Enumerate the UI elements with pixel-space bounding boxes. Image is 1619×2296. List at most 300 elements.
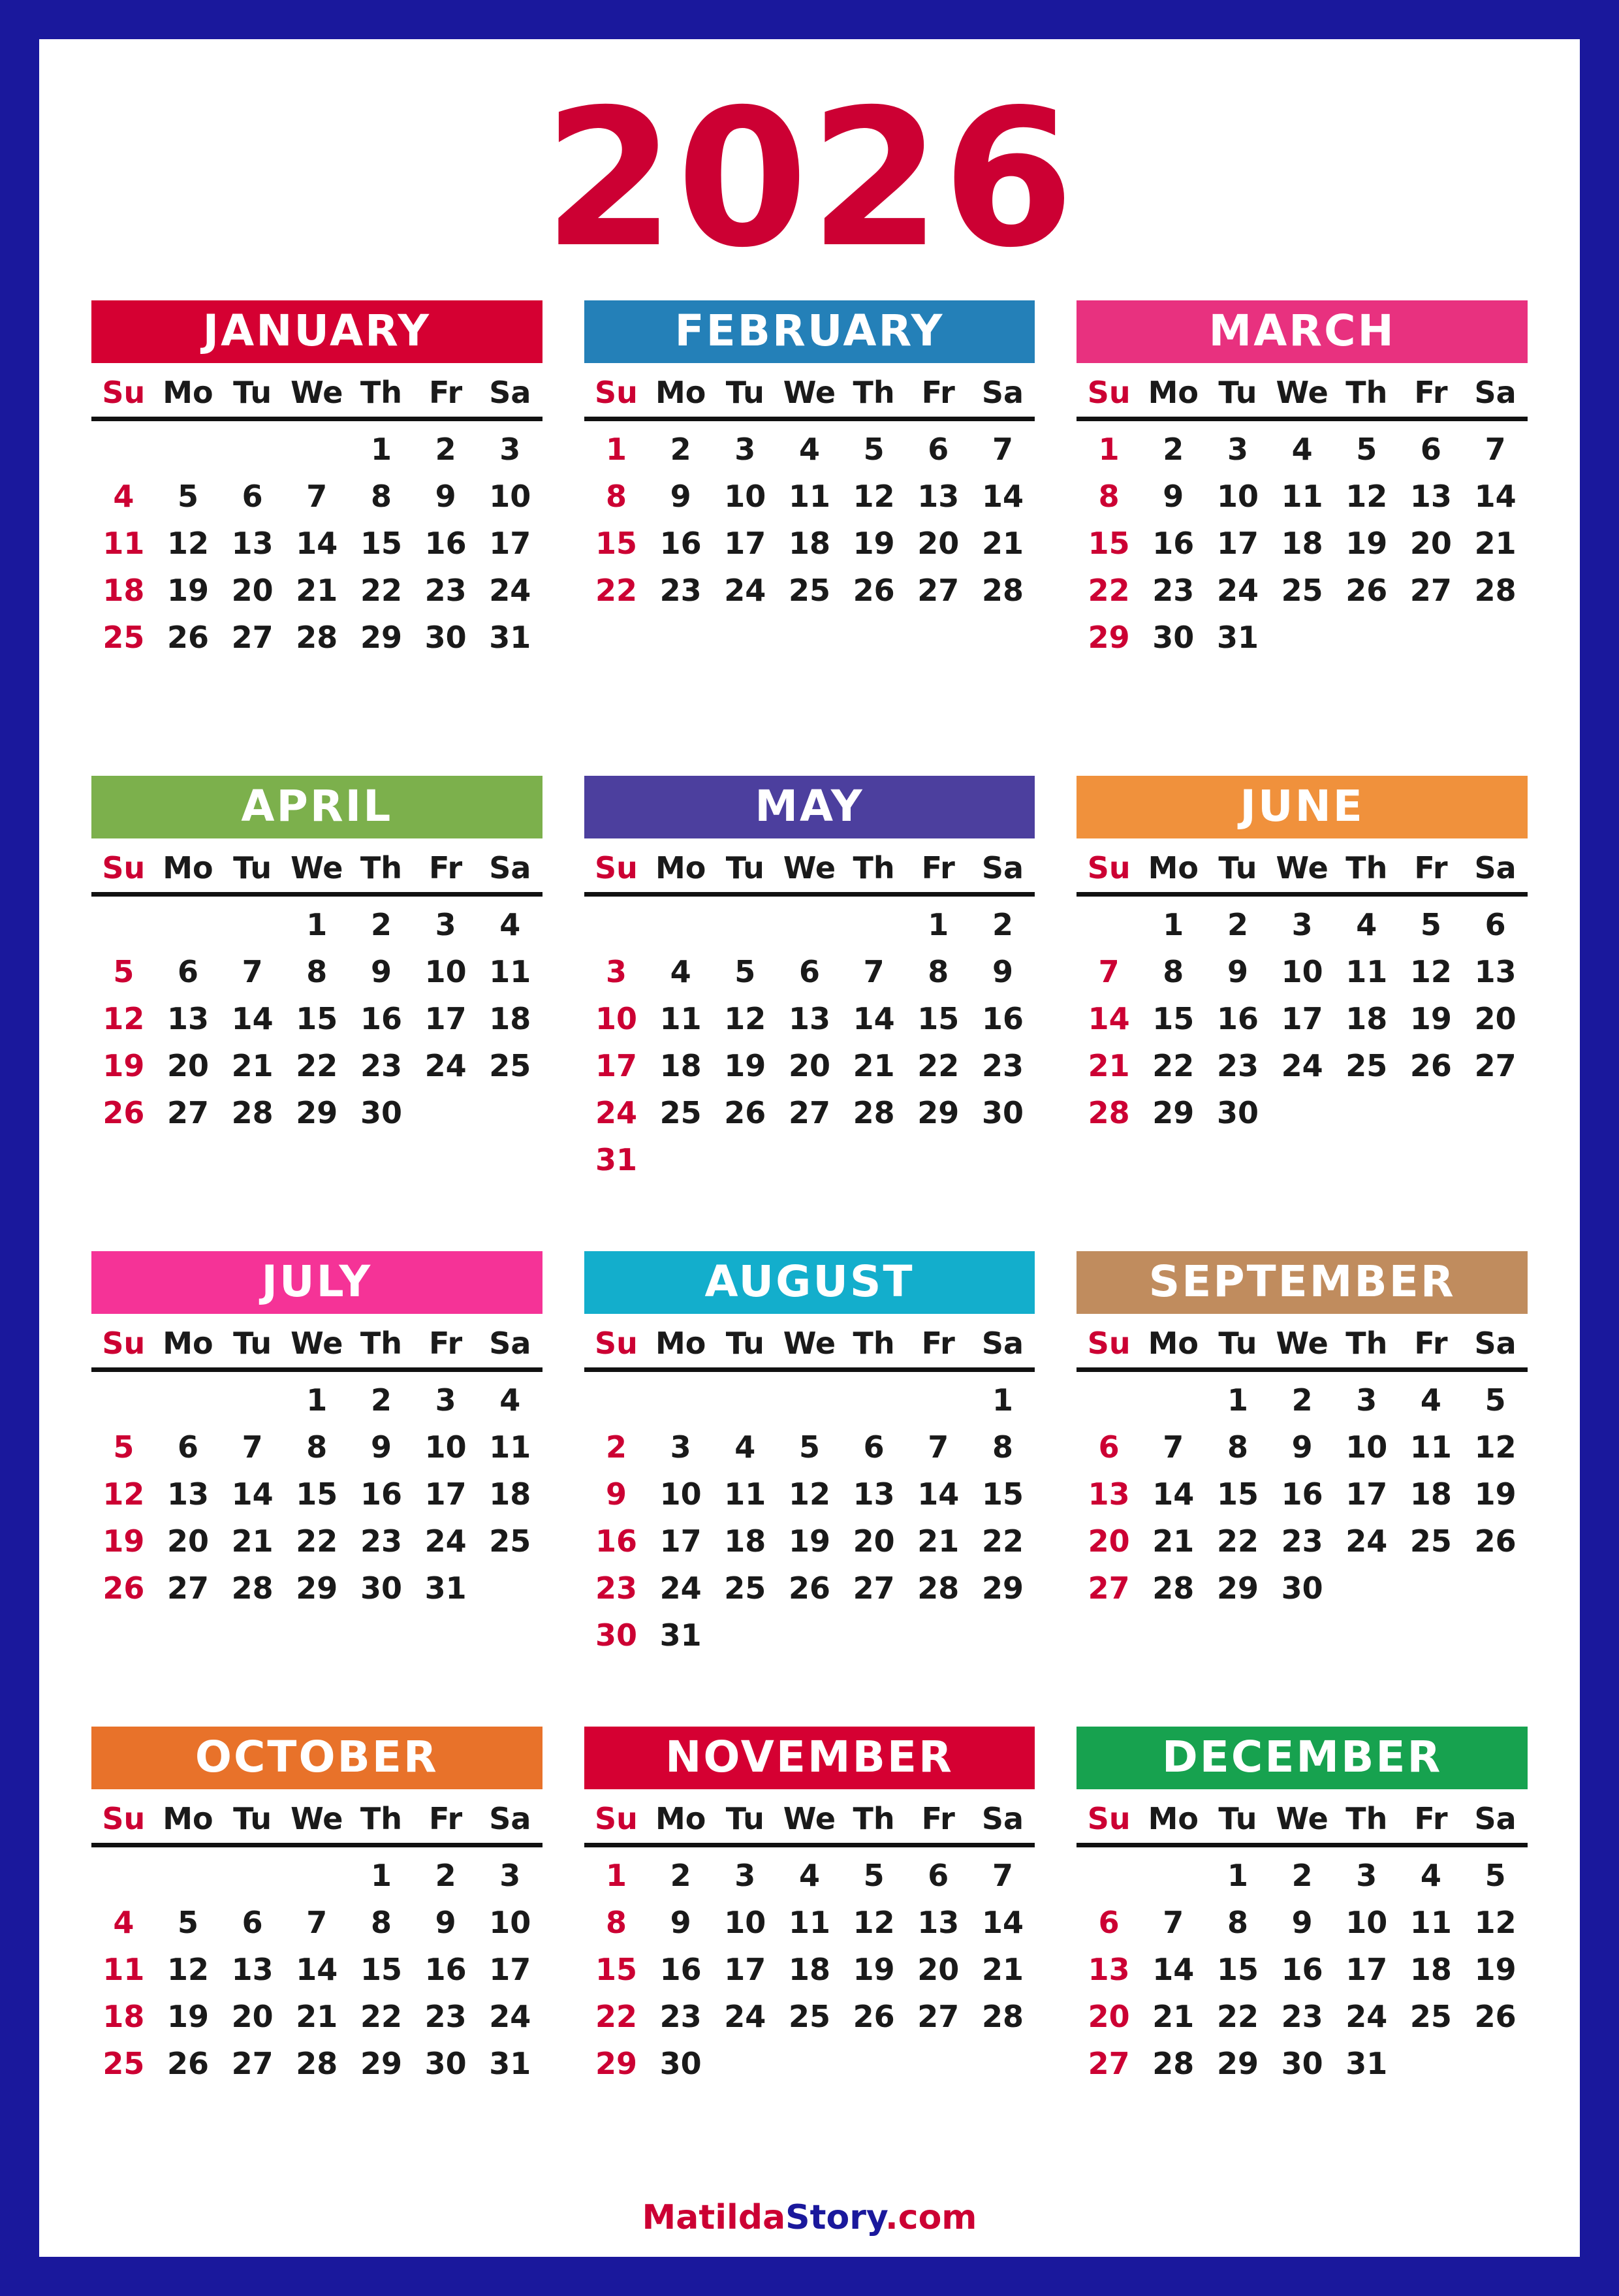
day-cell: 30	[424, 620, 467, 655]
day-cell: 14	[231, 1001, 274, 1036]
week-row	[91, 1089, 542, 1136]
week-row	[584, 1565, 1035, 1612]
day-cell: 25	[102, 2046, 145, 2081]
month-block	[91, 1251, 542, 1706]
weekday-header: Sa	[478, 1798, 542, 1845]
day-cell: 4	[1420, 1858, 1441, 1893]
day-cell: 25	[659, 1095, 702, 1130]
day-cell: 22	[296, 1048, 338, 1083]
weekday-header: Tu	[713, 1323, 778, 1370]
day-cell-empty	[648, 614, 713, 661]
day-cell-empty	[906, 1370, 971, 1424]
month-title: MARCH	[1077, 300, 1528, 363]
day-cell-empty	[713, 1370, 778, 1424]
month-table	[91, 1798, 542, 2087]
day-cell: 17	[424, 1001, 467, 1036]
day-cell: 8	[1163, 954, 1184, 989]
day-cell: 30	[659, 2046, 702, 2081]
week-row	[584, 1518, 1035, 1565]
day-cell: 24	[489, 573, 531, 608]
day-cell-empty	[1270, 1089, 1334, 1136]
day-cell: 21	[1088, 1048, 1130, 1083]
day-cell: 17	[595, 1048, 637, 1083]
weekday-header-row	[584, 1323, 1035, 1370]
weekday-header: Sa	[478, 372, 542, 419]
month-table	[1077, 1798, 1528, 2087]
day-cell: 27	[166, 1571, 209, 1606]
weekday-header: Su	[1077, 372, 1141, 419]
day-cell: 1	[306, 907, 328, 942]
day-cell: 27	[1088, 2046, 1130, 2081]
day-cell: 24	[1281, 1048, 1323, 1083]
day-cell: 10	[424, 954, 467, 989]
weekday-header: We	[1270, 848, 1334, 895]
day-cell: 20	[166, 1048, 209, 1083]
day-cell-empty	[156, 1370, 221, 1424]
day-cell-empty	[220, 895, 285, 949]
day-cell: 5	[1485, 1858, 1506, 1893]
day-cell: 17	[489, 1952, 531, 1987]
month-title: JULY	[91, 1251, 542, 1314]
month-block	[1077, 1727, 1528, 2181]
day-cell: 25	[1409, 1523, 1452, 1559]
day-cell: 22	[595, 1999, 637, 2034]
weekday-header: Fr	[1399, 1323, 1464, 1370]
weekday-header: Fr	[1399, 848, 1464, 895]
day-cell: 25	[1345, 1048, 1388, 1083]
day-cell: 3	[499, 1858, 521, 1893]
day-cell-empty	[778, 895, 842, 949]
day-cell: 25	[489, 1523, 531, 1559]
week-row	[1077, 1845, 1528, 1900]
day-cell: 19	[166, 573, 209, 608]
day-cell: 1	[1227, 1382, 1248, 1418]
week-row	[91, 1845, 542, 1900]
day-cell: 13	[917, 479, 960, 514]
weekday-header: Tu	[220, 848, 285, 895]
day-cell: 6	[177, 954, 198, 989]
site-credit-part2: Story	[785, 2198, 885, 2237]
day-cell: 28	[981, 573, 1024, 608]
day-cell: 19	[1345, 526, 1388, 561]
day-cell-empty	[1399, 1565, 1464, 1612]
week-row	[584, 895, 1035, 949]
weekday-header: We	[285, 1798, 349, 1845]
day-cell: 20	[917, 1952, 960, 1987]
day-cell: 7	[242, 1429, 263, 1465]
day-cell: 27	[1409, 573, 1452, 608]
day-cell: 18	[102, 1999, 145, 2034]
day-cell-empty	[648, 1370, 713, 1424]
day-cell: 15	[1216, 1952, 1259, 1987]
weekday-header: Mo	[156, 1798, 221, 1845]
day-cell-empty	[778, 1370, 842, 1424]
day-cell-empty	[91, 1370, 156, 1424]
day-cell: 1	[1098, 432, 1120, 467]
day-cell: 22	[1088, 573, 1130, 608]
week-row	[584, 1424, 1035, 1471]
day-cell: 7	[306, 479, 328, 514]
day-cell-empty	[285, 419, 349, 473]
week-row	[584, 1612, 1035, 1659]
day-cell: 21	[917, 1523, 960, 1559]
day-cell: 28	[981, 1999, 1024, 2034]
weekday-header-row	[91, 1798, 542, 1845]
day-cell: 28	[231, 1095, 274, 1130]
week-row	[584, 1471, 1035, 1518]
day-cell: 6	[798, 954, 820, 989]
day-cell: 11	[489, 1429, 531, 1465]
day-cell: 30	[1281, 1571, 1323, 1606]
day-cell: 8	[1227, 1905, 1248, 1940]
month-title: JUNE	[1077, 776, 1528, 838]
day-cell-empty	[906, 1136, 971, 1183]
day-cell: 29	[360, 620, 402, 655]
day-cell: 19	[102, 1523, 145, 1559]
day-cell: 8	[992, 1429, 1013, 1465]
day-cell: 4	[798, 432, 820, 467]
day-cell: 10	[659, 1476, 702, 1512]
day-cell-empty	[220, 1370, 285, 1424]
day-cell: 18	[788, 1952, 830, 1987]
day-cell: 27	[231, 620, 274, 655]
weekday-header: Fr	[906, 1323, 971, 1370]
week-row	[584, 948, 1035, 995]
month-title: JANUARY	[91, 300, 542, 363]
weekday-header-row	[91, 372, 542, 419]
day-cell: 7	[992, 1858, 1013, 1893]
day-cell: 26	[853, 573, 895, 608]
weekday-header: Fr	[1399, 1798, 1464, 1845]
day-cell: 19	[853, 1952, 895, 1987]
month-table	[584, 1323, 1035, 1659]
day-cell: 17	[1281, 1001, 1323, 1036]
day-cell: 1	[370, 432, 392, 467]
day-cell-empty	[713, 614, 778, 661]
day-cell: 22	[1216, 1999, 1259, 2034]
day-cell: 2	[670, 1858, 691, 1893]
day-cell: 21	[1152, 1523, 1195, 1559]
weekday-header: Su	[91, 372, 156, 419]
week-row	[1077, 520, 1528, 567]
week-row	[584, 1136, 1035, 1183]
day-cell: 26	[166, 620, 209, 655]
day-cell: 13	[1409, 479, 1452, 514]
day-cell: 17	[1345, 1476, 1388, 1512]
day-cell: 10	[489, 479, 531, 514]
weekday-header: Th	[841, 1323, 906, 1370]
day-cell: 10	[1345, 1429, 1388, 1465]
weekday-header: Su	[1077, 1798, 1141, 1845]
day-cell: 28	[917, 1571, 960, 1606]
day-cell: 9	[370, 954, 392, 989]
day-cell: 2	[1291, 1382, 1313, 1418]
day-cell: 14	[296, 1952, 338, 1987]
weekday-header: Sa	[478, 848, 542, 895]
day-cell-empty	[713, 2040, 778, 2087]
day-cell: 3	[734, 432, 756, 467]
day-cell: 20	[1409, 526, 1452, 561]
day-cell: 17	[1216, 526, 1259, 561]
site-credit-part3: .com	[885, 2198, 977, 2237]
day-cell: 23	[424, 1999, 467, 2034]
day-cell: 21	[853, 1048, 895, 1083]
day-cell-empty	[841, 1612, 906, 1659]
weekday-header-row	[584, 1798, 1035, 1845]
day-cell: 12	[853, 479, 895, 514]
day-cell: 14	[1474, 479, 1517, 514]
day-cell: 27	[788, 1095, 830, 1130]
day-cell: 3	[605, 954, 627, 989]
day-cell: 18	[489, 1001, 531, 1036]
month-title: DECEMBER	[1077, 1727, 1528, 1789]
weekday-header: Fr	[906, 848, 971, 895]
day-cell: 24	[424, 1048, 467, 1083]
month-table	[91, 1323, 542, 1612]
day-cell: 13	[1474, 954, 1517, 989]
day-cell: 11	[1345, 954, 1388, 989]
day-cell: 29	[917, 1095, 960, 1130]
month-table	[1077, 848, 1528, 1136]
day-cell-empty	[648, 895, 713, 949]
day-cell-empty	[971, 1612, 1035, 1659]
week-row	[1077, 1424, 1528, 1471]
day-cell: 25	[489, 1048, 531, 1083]
week-row	[91, 1518, 542, 1565]
day-cell: 6	[242, 1905, 263, 1940]
day-cell: 14	[853, 1001, 895, 1036]
day-cell: 15	[595, 1952, 637, 1987]
day-cell: 20	[1088, 1523, 1130, 1559]
day-cell-empty	[1399, 614, 1464, 661]
week-row	[91, 995, 542, 1042]
day-cell: 7	[242, 954, 263, 989]
weekday-header: Su	[1077, 848, 1141, 895]
day-cell: 30	[981, 1095, 1024, 1130]
weekday-header: Sa	[1463, 1323, 1528, 1370]
day-cell: 31	[424, 1571, 467, 1606]
day-cell: 14	[231, 1476, 274, 1512]
weekday-header-row	[1077, 1798, 1528, 1845]
week-row	[91, 895, 542, 949]
day-cell: 9	[435, 1905, 456, 1940]
day-cell: 4	[670, 954, 691, 989]
day-cell: 11	[1281, 479, 1323, 514]
week-row	[91, 614, 542, 661]
day-cell: 7	[1163, 1905, 1184, 1940]
day-cell: 31	[489, 620, 531, 655]
day-cell: 4	[113, 479, 134, 514]
day-cell: 5	[177, 1905, 198, 1940]
day-cell: 17	[724, 526, 766, 561]
day-cell: 11	[788, 479, 830, 514]
day-cell: 19	[166, 1999, 209, 2034]
weekday-header: We	[778, 1798, 842, 1845]
day-cell: 24	[424, 1523, 467, 1559]
weekday-header: Mo	[156, 848, 221, 895]
day-cell: 22	[1216, 1523, 1259, 1559]
weekday-header: Th	[841, 372, 906, 419]
day-cell-empty	[1077, 1370, 1141, 1424]
day-cell: 22	[595, 573, 637, 608]
day-cell: 20	[853, 1523, 895, 1559]
day-cell-empty	[1463, 614, 1528, 661]
day-cell: 18	[724, 1523, 766, 1559]
day-cell: 7	[928, 1429, 949, 1465]
weekday-header: Tu	[1206, 848, 1270, 895]
day-cell: 29	[595, 2046, 637, 2081]
day-cell: 20	[1474, 1001, 1517, 1036]
weekday-header: Fr	[1399, 372, 1464, 419]
day-cell: 2	[370, 907, 392, 942]
day-cell: 21	[981, 526, 1024, 561]
day-cell: 23	[1281, 1523, 1323, 1559]
day-cell: 23	[659, 1999, 702, 2034]
day-cell: 18	[1345, 1001, 1388, 1036]
day-cell: 16	[360, 1001, 402, 1036]
day-cell: 15	[296, 1001, 338, 1036]
month-table	[1077, 1323, 1528, 1612]
day-cell: 17	[1345, 1952, 1388, 1987]
weekday-header: Sa	[1463, 372, 1528, 419]
weekday-header: Th	[349, 1798, 414, 1845]
weekday-header: Mo	[156, 372, 221, 419]
month-block	[91, 776, 542, 1230]
day-cell-empty	[584, 1370, 649, 1424]
day-cell: 19	[788, 1523, 830, 1559]
day-cell: 11	[659, 1001, 702, 1036]
day-cell: 7	[992, 432, 1013, 467]
day-cell: 26	[102, 1571, 145, 1606]
month-block	[584, 1727, 1035, 2181]
day-cell: 4	[1291, 432, 1313, 467]
day-cell: 28	[1152, 1571, 1195, 1606]
day-cell-empty	[156, 419, 221, 473]
day-cell: 29	[360, 2046, 402, 2081]
month-title: AUGUST	[584, 1251, 1035, 1314]
day-cell: 3	[435, 907, 456, 942]
weekday-header: Sa	[971, 1798, 1035, 1845]
day-cell: 30	[595, 1618, 637, 1653]
week-row	[91, 567, 542, 614]
day-cell: 22	[360, 573, 402, 608]
day-cell: 19	[1474, 1952, 1517, 1987]
day-cell: 7	[1485, 432, 1506, 467]
day-cell-empty	[1077, 1845, 1141, 1900]
day-cell: 9	[370, 1429, 392, 1465]
weekday-header: We	[1270, 372, 1334, 419]
month-table	[584, 372, 1035, 661]
day-cell: 21	[1474, 526, 1517, 561]
day-cell: 25	[724, 1571, 766, 1606]
day-cell: 11	[724, 1476, 766, 1512]
day-cell: 23	[659, 573, 702, 608]
day-cell: 11	[102, 1952, 145, 1987]
weekday-header: Sa	[971, 848, 1035, 895]
weekday-header: Su	[584, 1798, 649, 1845]
day-cell: 15	[360, 1952, 402, 1987]
day-cell: 10	[424, 1429, 467, 1465]
weekday-header: We	[1270, 1323, 1334, 1370]
month-title: APRIL	[91, 776, 542, 838]
weekday-header: Sa	[478, 1323, 542, 1370]
week-row	[584, 995, 1035, 1042]
site-credit	[91, 2198, 1528, 2237]
day-cell-empty	[841, 1136, 906, 1183]
day-cell: 26	[102, 1095, 145, 1130]
day-cell: 28	[1152, 2046, 1195, 2081]
weekday-header: We	[285, 372, 349, 419]
day-cell: 12	[1474, 1429, 1517, 1465]
day-cell: 12	[1474, 1905, 1517, 1940]
weekday-header: Mo	[1141, 1323, 1206, 1370]
week-row	[91, 1471, 542, 1518]
day-cell: 13	[917, 1905, 960, 1940]
weekday-header: Mo	[648, 1323, 713, 1370]
day-cell: 1	[992, 1382, 1013, 1418]
week-row	[91, 520, 542, 567]
weekday-header: Sa	[971, 372, 1035, 419]
weekday-header: Su	[584, 372, 649, 419]
day-cell: 23	[1216, 1048, 1259, 1083]
week-row	[584, 567, 1035, 614]
day-cell: 6	[928, 432, 949, 467]
month-block	[1077, 1251, 1528, 1706]
day-cell: 14	[1088, 1001, 1130, 1036]
day-cell: 5	[113, 954, 134, 989]
day-cell: 30	[1152, 620, 1195, 655]
day-cell: 1	[928, 907, 949, 942]
day-cell-empty	[648, 1136, 713, 1183]
day-cell: 22	[296, 1523, 338, 1559]
day-cell: 23	[595, 1571, 637, 1606]
month-block	[584, 300, 1035, 755]
day-cell: 19	[724, 1048, 766, 1083]
day-cell-empty	[156, 1845, 221, 1900]
day-cell-empty	[413, 1089, 478, 1136]
day-cell: 3	[1291, 907, 1313, 942]
site-credit-part1: Matilda	[642, 2198, 786, 2237]
day-cell-empty	[285, 1845, 349, 1900]
day-cell: 11	[788, 1905, 830, 1940]
day-cell: 27	[1088, 1571, 1130, 1606]
day-cell: 1	[306, 1382, 328, 1418]
day-cell: 6	[1485, 907, 1506, 942]
day-cell: 6	[177, 1429, 198, 1465]
day-cell: 24	[595, 1095, 637, 1130]
weekday-header: Mo	[156, 1323, 221, 1370]
week-row	[1077, 948, 1528, 995]
day-cell: 24	[1345, 1523, 1388, 1559]
day-cell: 4	[798, 1858, 820, 1893]
day-cell: 5	[863, 1858, 885, 1893]
day-cell: 23	[981, 1048, 1024, 1083]
day-cell: 18	[788, 526, 830, 561]
day-cell: 13	[231, 1952, 274, 1987]
weekday-header: We	[1270, 1798, 1334, 1845]
day-cell: 5	[863, 432, 885, 467]
day-cell-empty	[713, 1612, 778, 1659]
weekday-header: Th	[1334, 848, 1399, 895]
day-cell: 26	[166, 2046, 209, 2081]
day-cell: 16	[1152, 526, 1195, 561]
day-cell-empty	[906, 614, 971, 661]
year-title: 2026	[543, 69, 1076, 289]
day-cell: 26	[1474, 1999, 1517, 2034]
week-row	[1077, 1471, 1528, 1518]
weekday-header: Mo	[648, 372, 713, 419]
week-row	[91, 419, 542, 473]
